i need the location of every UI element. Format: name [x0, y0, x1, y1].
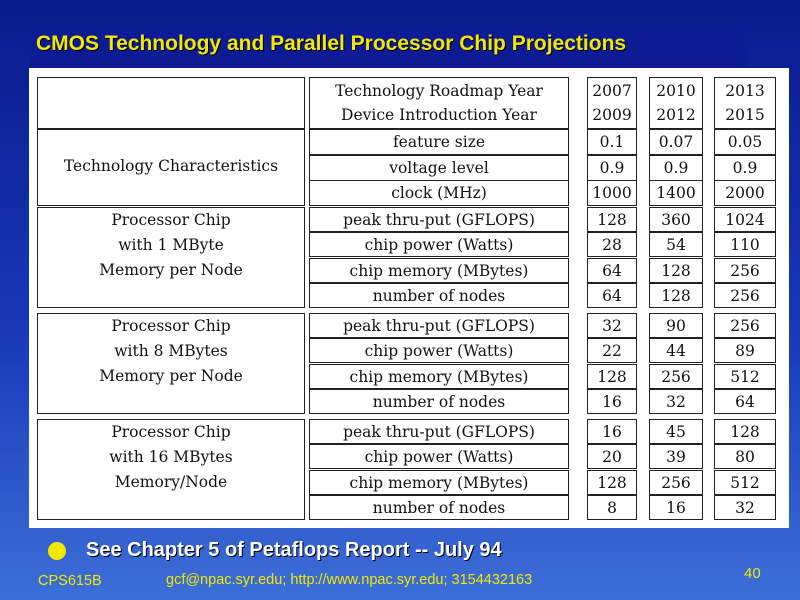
value-cell [649, 389, 703, 414]
value-cell [587, 155, 637, 181]
row-label: number of nodes [372, 287, 506, 305]
row-label: number of nodes [372, 499, 506, 517]
value: 45 [666, 423, 686, 441]
contact-info: gcf@npac.syr.edu; http://www.npac.syr.edu; 3154432163 [166, 572, 533, 588]
value: 16 [666, 499, 686, 517]
value-cell [587, 338, 637, 363]
value: 256 [730, 317, 760, 335]
value-cell [587, 129, 637, 155]
row-label: number of nodes [372, 393, 506, 411]
value-cell [587, 444, 637, 469]
value-cell [714, 495, 776, 520]
value: 256 [730, 287, 760, 305]
value: 128 [661, 287, 691, 305]
roadmap-year: 2010 [656, 82, 696, 100]
tech-group-label: Technology Characteristics [63, 157, 279, 175]
value-cell [587, 207, 637, 232]
value: 0.07 [658, 133, 694, 151]
value: 1024 [725, 211, 765, 229]
processor-group-label-line: Processor Chip [111, 317, 231, 335]
value: 0.9 [599, 159, 625, 177]
value: 1000 [592, 184, 632, 202]
value: 0.1 [599, 133, 625, 151]
row-label-cell [309, 470, 569, 495]
processor-group-label-line: Memory/Node [114, 473, 228, 491]
value-cell [649, 232, 703, 257]
roadmap-year: 2007 [592, 82, 632, 100]
value: 128 [597, 368, 627, 386]
value-cell [587, 313, 637, 338]
row-label: clock (MHz) [391, 184, 487, 202]
value: 44 [666, 342, 686, 360]
row-label-cell [309, 313, 569, 338]
value: 0.05 [727, 133, 763, 151]
value-cell [714, 444, 776, 469]
value: 1400 [656, 184, 696, 202]
slide-title: CMOS Technology and Parallel Processor Chip Projections [36, 32, 627, 55]
intro-year: 2012 [656, 106, 696, 124]
value: 128 [597, 211, 627, 229]
bullet-icon [48, 542, 66, 560]
value: 110 [730, 236, 760, 254]
value-cell [649, 129, 703, 155]
header-label-cell [309, 77, 569, 129]
value-cell [649, 419, 703, 444]
value-cell [714, 207, 776, 232]
header-year-col-2 [649, 77, 703, 129]
value: 89 [735, 342, 755, 360]
value-cell [714, 338, 776, 363]
value: 80 [735, 448, 755, 466]
processor-group-label-line: with 8 MBytes [114, 342, 228, 360]
value-cell [649, 313, 703, 338]
roadmap-year-label: Technology Roadmap Year [335, 82, 543, 100]
value: 128 [597, 474, 627, 492]
value-cell [649, 444, 703, 469]
value-cell [649, 364, 703, 389]
processor-group-label-line: with 16 MBytes [109, 448, 233, 466]
row-label-cell [309, 495, 569, 520]
row-label-cell [309, 207, 569, 232]
value: 0.9 [732, 159, 758, 177]
row-label: chip power (Watts) [364, 236, 514, 254]
value-cell [649, 495, 703, 520]
value-cell [649, 258, 703, 283]
value: 39 [666, 448, 686, 466]
value-cell [714, 180, 776, 206]
value-cell [587, 419, 637, 444]
row-label-cell [309, 283, 569, 308]
value-cell [587, 364, 637, 389]
header-year-col-1 [587, 77, 637, 129]
value: 28 [602, 236, 622, 254]
value: 64 [602, 287, 622, 305]
table-panel [29, 68, 789, 528]
row-label: peak thru-put (GFLOPS) [343, 317, 535, 335]
course-code: CPS615B [38, 573, 102, 589]
value: 64 [602, 262, 622, 280]
value: 20 [602, 448, 622, 466]
row-label-cell [309, 444, 569, 469]
row-label-cell [309, 419, 569, 444]
row-label-cell [309, 129, 569, 155]
row-label-cell [309, 232, 569, 257]
row-label: peak thru-put (GFLOPS) [343, 423, 535, 441]
value-cell [587, 495, 637, 520]
value-cell [587, 283, 637, 308]
row-label-cell [309, 155, 569, 181]
row-label: chip power (Watts) [364, 448, 514, 466]
value: 32 [666, 393, 686, 411]
value: 256 [661, 474, 691, 492]
value-cell [714, 313, 776, 338]
value-cell [587, 389, 637, 414]
value: 54 [666, 236, 686, 254]
value-cell [714, 232, 776, 257]
value-cell [587, 232, 637, 257]
intro-year: 2009 [592, 106, 632, 124]
processor-group-label-line: Memory per Node [99, 367, 243, 385]
value-cell [714, 470, 776, 495]
processor-group-label-line: Memory per Node [99, 261, 243, 279]
tech-group-label-cell [37, 129, 305, 206]
value: 90 [666, 317, 686, 335]
row-label-cell [309, 258, 569, 283]
value-cell [714, 419, 776, 444]
value-cell [649, 338, 703, 363]
processor-group-label-line: with 1 MByte [118, 236, 224, 254]
row-label: voltage level [389, 159, 489, 177]
value-cell [714, 389, 776, 414]
value-cell [649, 180, 703, 206]
intro-year: 2015 [725, 106, 765, 124]
value-cell [649, 207, 703, 232]
value-cell [587, 470, 637, 495]
row-label: feature size [392, 133, 486, 151]
value: 16 [602, 423, 622, 441]
value-cell [587, 258, 637, 283]
value-cell [714, 258, 776, 283]
row-label-cell [309, 338, 569, 363]
value: 0.9 [663, 159, 689, 177]
value: 128 [730, 423, 760, 441]
value: 128 [661, 262, 691, 280]
value-cell [649, 283, 703, 308]
row-label-cell [309, 389, 569, 414]
value-cell [714, 129, 776, 155]
value-cell [714, 283, 776, 308]
value-cell [649, 155, 703, 181]
value-cell [714, 155, 776, 181]
row-label-cell [309, 364, 569, 389]
value: 360 [661, 211, 691, 229]
row-label: chip memory (MBytes) [349, 368, 529, 386]
value: 32 [602, 317, 622, 335]
row-label: chip memory (MBytes) [349, 262, 529, 280]
row-label: peak thru-put (GFLOPS) [343, 211, 535, 229]
value: 16 [602, 393, 622, 411]
processor-group-label-line: Processor Chip [111, 211, 231, 229]
value: 8 [607, 499, 617, 517]
value-cell [587, 180, 637, 206]
value-cell [714, 364, 776, 389]
value: 32 [735, 499, 755, 517]
value: 512 [730, 368, 760, 386]
value: 512 [730, 474, 760, 492]
value: 256 [730, 262, 760, 280]
roadmap-year: 2013 [725, 82, 765, 100]
row-label: chip power (Watts) [364, 342, 514, 360]
value-cell [649, 470, 703, 495]
intro-year-label: Device Introduction Year [341, 106, 537, 124]
value: 22 [602, 342, 622, 360]
processor-group-label-cell [37, 313, 305, 414]
header-year-col-3 [714, 77, 776, 129]
row-label: chip memory (MBytes) [349, 474, 529, 492]
value: 256 [661, 368, 691, 386]
value: 64 [735, 393, 755, 411]
reference-note: See Chapter 5 of Petaflops Report -- July 94 [86, 539, 502, 561]
processor-group-label-cell [37, 207, 305, 308]
page-number: 40 [744, 565, 761, 582]
processor-group-label-cell [37, 419, 305, 520]
processor-group-label-line: Processor Chip [111, 423, 231, 441]
row-label-cell [309, 180, 569, 206]
header-empty-cell [37, 77, 305, 129]
value: 2000 [725, 184, 765, 202]
